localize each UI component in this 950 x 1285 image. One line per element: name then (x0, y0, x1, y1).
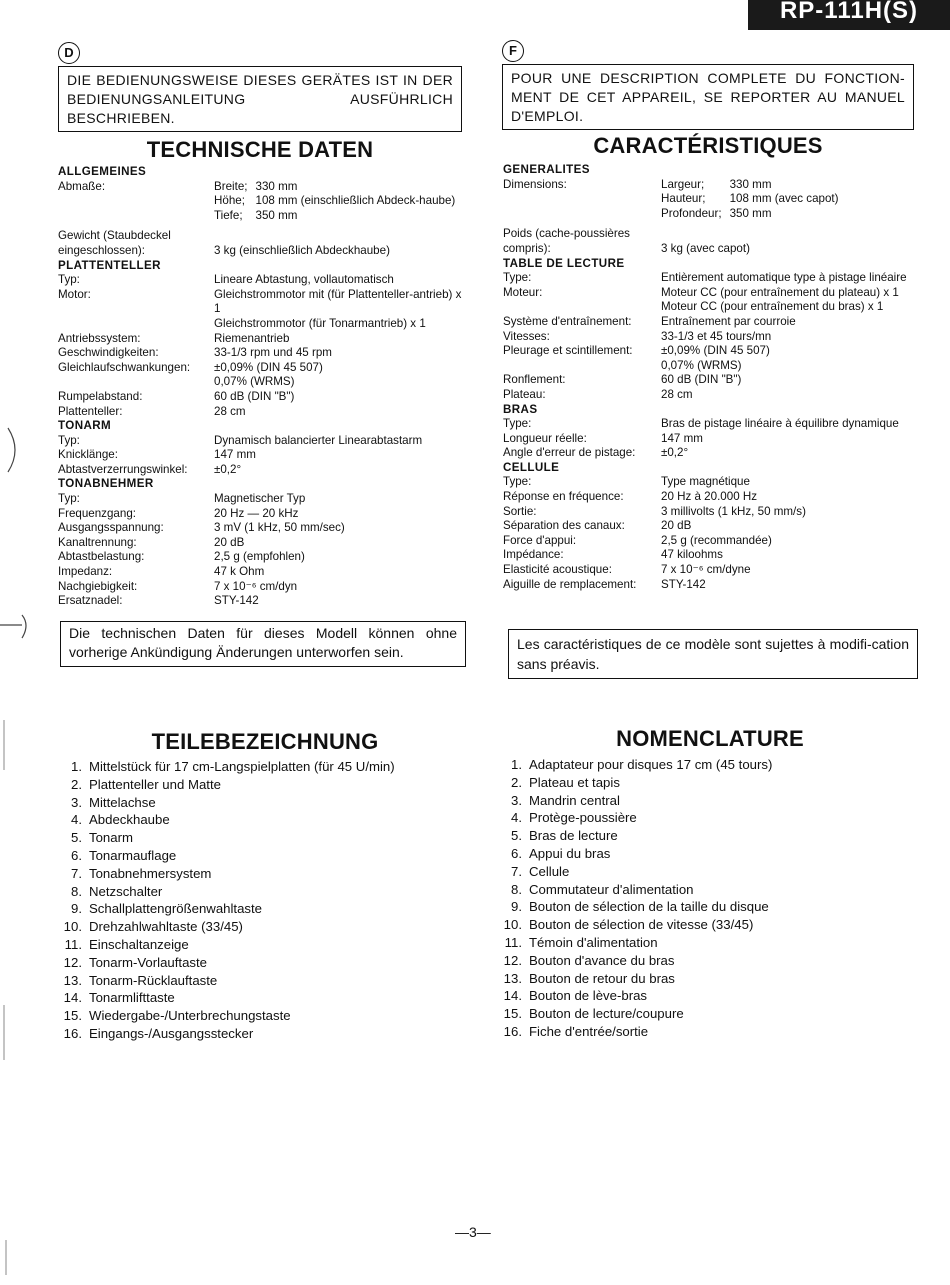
part-list-item (54, 811, 474, 829)
french-turntable-row (503, 344, 918, 359)
french-spec-value: ±0,09% (DIN 45 507) (661, 344, 770, 358)
part-number: 10. (63, 919, 82, 935)
german-spec-title: TECHNISCHE DATEN (146, 137, 374, 162)
german-spec-value: 28 cm (214, 404, 246, 418)
part-list-item (54, 900, 474, 918)
part-number: 3. (511, 792, 522, 808)
part-list-item (494, 792, 924, 810)
part-number: 2. (71, 776, 82, 792)
german-weight-label: Gewicht (Staubdeckel eingeschlossen): (58, 229, 171, 257)
german-dims-values (214, 180, 468, 224)
french-cartridge-row (503, 475, 918, 490)
french-spec-label: Impédance: (503, 548, 564, 562)
german-tonearm-row (58, 448, 468, 463)
german-spec-label: Rumpelabstand: (58, 389, 143, 403)
part-list-item (54, 1007, 474, 1025)
french-spec-label: Moteur: (503, 285, 543, 299)
part-name: Bras de lecture (529, 828, 618, 844)
german-cartridge-row (58, 594, 468, 609)
part-name: Tonarm-Vorlauftaste (89, 954, 208, 970)
part-number: 3. (71, 794, 82, 810)
french-spec-value: 20 dB (661, 519, 692, 533)
german-spec-label: Kanaltrennung: (58, 535, 137, 549)
german-turntable-row (58, 405, 468, 420)
part-number: 9. (71, 901, 82, 917)
part-list-item (54, 776, 474, 794)
german-turntable-row (58, 317, 468, 332)
german-tonearm-rows (58, 434, 468, 478)
french-spec-value: 147 mm (661, 431, 703, 445)
french-cartridge-rows (503, 475, 918, 592)
part-list-item (494, 970, 924, 988)
part-list-item (494, 863, 924, 881)
part-number: 4. (511, 810, 522, 826)
page-number: —3— (455, 1224, 491, 1240)
german-tonearm-row (58, 463, 468, 478)
part-number: 1. (511, 757, 522, 772)
french-turntable-row (503, 330, 918, 345)
french-cartridge-heading: CELLULE (503, 460, 560, 474)
german-spec-label (58, 317, 214, 332)
part-list-item (494, 1023, 924, 1041)
part-number: 14. (503, 988, 522, 1004)
german-dim-value: 108 mm (einschließlich Abdeck-haube) (255, 194, 456, 208)
part-number: 11. (64, 936, 82, 952)
french-spec-value: ±0,2° (661, 446, 689, 460)
french-spec-value: 7 x 10⁻⁶ cm/dyne (661, 563, 751, 577)
part-number: 5. (71, 830, 82, 846)
german-spec-label: Ausgangsspannung: (58, 521, 164, 535)
part-list-item (494, 1005, 924, 1023)
french-turntable-row (503, 300, 918, 315)
part-list-item (54, 936, 474, 954)
french-spec-label: Sortie: (503, 504, 537, 518)
french-spec-label: Longueur réelle: (503, 431, 587, 445)
german-spec-label: Ersatznadel: (58, 594, 123, 608)
french-spec-value: 3 millivolts (1 kHz, 50 mm/s) (661, 504, 806, 518)
part-name: Bouton de sélection de vitesse (33/45) (529, 917, 754, 933)
german-spec-value: 20 dB (214, 535, 245, 549)
french-cartridge-row (503, 490, 918, 505)
german-spec-value: Riemenantrieb (214, 331, 290, 345)
french-spec-label: Séparation des canaux: (503, 519, 625, 533)
french-dims-label: Dimensions: (503, 177, 567, 191)
part-number: 15. (503, 1006, 522, 1022)
french-dim-key: Largeur; (661, 177, 705, 191)
german-spec-label: Impedanz: (58, 565, 113, 579)
part-list-item (54, 1025, 474, 1043)
french-parts-title: NOMENCLATURE (616, 726, 804, 751)
part-list-item (494, 845, 924, 863)
german-cartridge-row (58, 550, 468, 565)
german-spec-value: 2,5 g (empfohlen) (214, 550, 305, 564)
part-list-item (494, 774, 924, 792)
german-turntable-row (58, 288, 468, 317)
part-name: Appui du bras (529, 845, 611, 861)
part-list-item (494, 952, 924, 970)
german-turntable-row (58, 273, 468, 288)
part-name: Mittelachse (89, 794, 156, 810)
part-number: 2. (511, 774, 522, 790)
french-spec-label: Pleurage et scintillement: (503, 344, 633, 358)
part-list-item (54, 794, 474, 812)
german-cartridge-row (58, 565, 468, 580)
french-turntable-row (503, 271, 918, 286)
french-spec-table (503, 163, 918, 592)
german-spec-value: 33-1/3 rpm und 45 rpm (214, 346, 332, 360)
german-cartridge-row (58, 521, 468, 536)
german-spec-label: Geschwindigkeiten: (58, 346, 159, 360)
german-spec-value: ±0,2° (214, 462, 242, 476)
german-turntable-row (58, 375, 468, 390)
german-general-heading: ALLGEMEINES (58, 165, 147, 178)
french-general-heading: GENERALITES (503, 163, 590, 176)
margin-scan-marks (0, 420, 30, 1280)
french-weight-row (503, 227, 918, 256)
german-cartridge-rows (58, 492, 468, 609)
french-spec-label: Elasticité acoustique: (503, 563, 612, 577)
part-number: 16. (63, 1025, 82, 1041)
german-dims-row (58, 180, 468, 224)
german-spec-label: Abtastbelastung: (58, 550, 145, 564)
part-number: 14. (63, 990, 82, 1006)
german-parts-list (54, 758, 474, 1043)
part-list-item (494, 881, 924, 899)
french-dim-value: 350 mm (729, 206, 772, 220)
french-turntable-row (503, 373, 918, 388)
german-turntable-heading: PLATTENTELLER (58, 258, 161, 272)
french-turntable-heading: TABLE DE LECTURE (503, 256, 625, 270)
part-list-item (494, 809, 924, 827)
german-spec-table (58, 165, 468, 609)
french-spec-value: 0,07% (WRMS) (661, 358, 742, 372)
french-cartridge-row (503, 534, 918, 549)
french-spec-value: 60 dB (DIN "B") (661, 373, 742, 387)
part-name: Adaptateur pour disques 17 cm (45 tours) (529, 757, 773, 772)
french-spec-value: STY-142 (661, 577, 706, 591)
german-cartridge-row (58, 492, 468, 507)
french-language-badge: F (502, 40, 524, 62)
french-spec-value: Entraînement par courroie (661, 314, 796, 328)
french-spec-value: Entièrement automatique type à pistage linéaire (661, 271, 907, 285)
part-list-item (54, 972, 474, 990)
part-number: 10. (503, 917, 522, 933)
french-turntable-row (503, 359, 918, 374)
french-dims-row (503, 178, 918, 222)
part-list-item (54, 918, 474, 936)
part-name: Drehzahlwahltaste (33/45) (89, 919, 243, 935)
german-cartridge-row (58, 536, 468, 551)
german-tonearm-heading: TONARM (58, 419, 112, 433)
german-spec-value: Gleichstrommotor mit (für Plattenteller-antrieb) x 1 (214, 287, 462, 316)
part-list-item (494, 916, 924, 934)
part-name: Commutateur d'alimentation (529, 881, 694, 897)
french-dim-value: 330 mm (729, 177, 772, 191)
french-spec-label: Système d'entraînement: (503, 314, 632, 328)
french-cartridge-row (503, 578, 918, 593)
german-cartridge-row (58, 507, 468, 522)
german-spec-label: Gleichlaufschwankungen: (58, 360, 191, 374)
french-cartridge-row (503, 548, 918, 563)
german-spec-label: Motor: (58, 287, 91, 301)
german-turntable-row (58, 390, 468, 405)
part-name: Témoin d'alimentation (529, 934, 658, 950)
part-number: 15. (63, 1008, 82, 1024)
part-number: 12. (63, 954, 82, 970)
part-list-item (494, 827, 924, 845)
german-footer-notice-text: Die technischen Daten für dieses Modell können ohne vorherige Ankündigung Änderungen unterworfen sein. (69, 625, 457, 660)
german-weight-value: 3 kg (einschließlich Abdeckhaube) (214, 243, 390, 257)
part-number: 7. (71, 865, 82, 881)
part-name: Tonarm (89, 830, 133, 846)
french-tonearm-rows (503, 417, 918, 461)
french-tonearm-row (503, 446, 918, 461)
part-list-item (54, 954, 474, 972)
french-parts-list (494, 756, 924, 1041)
part-number: 7. (511, 863, 522, 879)
french-tonearm-row (503, 432, 918, 447)
part-number: 6. (511, 845, 522, 861)
french-spec-title: CARACTÉRISTIQUES (593, 133, 823, 158)
german-spec-value: 7 x 10⁻⁶ cm/dyn (214, 579, 298, 593)
french-spec-label: Aiguille de remplacement: (503, 577, 637, 591)
french-spec-label: Angle d'erreur de pistage: (503, 446, 636, 460)
part-number: 8. (71, 883, 82, 899)
french-dim-value: 108 mm (avec capot) (729, 192, 839, 206)
part-list-item (494, 934, 924, 952)
french-turntable-row (503, 315, 918, 330)
german-spec-label: Antriebssystem: (58, 331, 141, 345)
french-spec-label: Force d'appui: (503, 533, 577, 547)
part-number: 11. (504, 934, 522, 950)
german-turntable-row (58, 346, 468, 361)
german-spec-value: 3 mV (1 kHz, 50 mm/sec) (214, 521, 345, 535)
part-name: Tonarmlifttaste (89, 990, 175, 1006)
german-parts-title: TEILEBEZEICHNUNG (151, 729, 379, 754)
german-dim-value: 330 mm (255, 179, 298, 193)
german-weight-row (58, 229, 468, 258)
part-name: Fiche d'entrée/sortie (529, 1023, 649, 1039)
german-spec-value: 47 k Ohm (214, 565, 265, 579)
french-dims-values (661, 178, 918, 222)
part-list-item (494, 756, 924, 774)
part-name: Plateau et tapis (529, 774, 620, 790)
part-list-item (54, 865, 474, 883)
part-name: Wiedergabe-/Unterbrechungstaste (89, 1008, 291, 1024)
part-number: 4. (71, 812, 82, 828)
french-cartridge-row (503, 519, 918, 534)
part-name: Netzschalter (89, 883, 163, 899)
french-turntable-row (503, 388, 918, 403)
german-cartridge-heading: TONABNEHMER (58, 477, 154, 491)
french-operation-notice (502, 64, 914, 130)
part-number: 13. (63, 972, 82, 988)
german-spec-value: 60 dB (DIN "B") (214, 389, 295, 403)
french-spec-label: Type: (503, 475, 532, 489)
part-name: Mandrin central (529, 792, 620, 808)
part-name: Plattenteller und Matte (89, 776, 221, 792)
french-turntable-row (503, 286, 918, 301)
german-dim-key: Tiefe; (214, 208, 243, 222)
part-name: Bouton de retour du bras (529, 970, 675, 986)
french-spec-value: 2,5 g (recommandée) (661, 533, 772, 547)
french-cartridge-row (503, 505, 918, 520)
german-spec-label (58, 375, 214, 390)
french-spec-label (503, 359, 661, 374)
part-list-item (494, 987, 924, 1005)
french-spec-label: Type: (503, 271, 532, 285)
german-spec-label: Typ: (58, 273, 80, 287)
part-name: Einschaltanzeige (89, 936, 189, 952)
french-footer-notice-text: Les caractéristiques de ce modèle sont sujettes à modifi-cation sans préavis. (517, 636, 909, 672)
german-operation-notice (58, 66, 462, 132)
french-spec-value: Moteur CC (pour entraînement du plateau) x 1 (661, 285, 899, 299)
german-turntable-rows (58, 273, 468, 419)
french-spec-label: Vitesses: (503, 329, 550, 343)
part-list-item (54, 829, 474, 847)
german-spec-value: STY-142 (214, 594, 259, 608)
german-spec-value: ±0,09% (DIN 45 507) (214, 360, 323, 374)
french-weight-label: Poids (cache-poussières compris): (503, 227, 630, 255)
french-spec-value: 28 cm (661, 387, 693, 401)
german-spec-value: Magnetischer Typ (214, 492, 306, 506)
french-cartridge-row (503, 563, 918, 578)
part-name: Mittelstück für 17 cm-Langspielplatten (für 45 U/min) (89, 759, 395, 774)
part-number: 13. (503, 970, 522, 986)
part-number: 6. (71, 847, 82, 863)
german-spec-value: 0,07% (WRMS) (214, 375, 295, 389)
part-list-item (54, 847, 474, 865)
french-spec-label: Ronflement: (503, 373, 566, 387)
german-spec-change-notice (60, 621, 466, 667)
french-spec-label: Réponse en fréquence: (503, 490, 624, 504)
part-name: Eingangs-/Ausgangsstecker (89, 1025, 254, 1041)
french-spec-value: 20 Hz à 20.000 Hz (661, 490, 758, 504)
part-name: Bouton de sélection de la taille du disque (529, 899, 769, 915)
part-list-item (54, 883, 474, 901)
german-spec-label: Typ: (58, 433, 80, 447)
german-cartridge-row (58, 580, 468, 595)
part-name: Tonarmauflage (89, 847, 177, 863)
german-spec-label: Abtastverzerrungswinkel: (58, 462, 188, 476)
part-list-item (494, 898, 924, 916)
french-spec-value: 33-1/3 et 45 tours/mn (661, 329, 772, 343)
french-tonearm-heading: BRAS (503, 402, 538, 416)
french-spec-change-notice (508, 629, 918, 679)
french-spec-label (503, 300, 661, 315)
german-turntable-row (58, 332, 468, 347)
part-name: Bouton d'avance du bras (529, 952, 675, 968)
german-spec-label: Plattenteller: (58, 404, 123, 418)
french-notice-text: POUR UNE DESCRIPTION COMPLETE DU FONCTION-MENT DE CET APPAREIL, SE REPORTER AU MANUEL D'EMPLOI. (511, 70, 905, 124)
part-number: 12. (503, 952, 522, 968)
german-spec-label: Nachgiebigkeit: (58, 579, 138, 593)
german-spec-label: Knicklänge: (58, 448, 118, 462)
part-name: Abdeckhaube (89, 812, 170, 828)
part-name: Tonarm-Rücklauftaste (89, 972, 218, 988)
part-number: 8. (511, 881, 522, 897)
german-language-badge: D (58, 42, 80, 64)
german-dim-key: Breite; (214, 179, 248, 193)
german-spec-label: Frequenzgang: (58, 506, 136, 520)
part-name: Tonabnehmersystem (89, 865, 212, 881)
french-spec-value: 47 kiloohms (661, 548, 723, 562)
french-spec-value: Bras de pistage linéaire à équilibre dynamique (661, 417, 899, 431)
part-number: 9. (511, 899, 522, 915)
french-spec-label: Type: (503, 417, 532, 431)
german-notice-text: DIE BEDIENUNGSWEISE DIESES GERÄTES IST IN DER BEDIENUNGSANLEITUNG AUSFÜHRLICH BESCHRIEBEN. (67, 72, 453, 126)
german-dims-label: Abmaße: (58, 179, 106, 193)
german-spec-value: Gleichstrommotor (für Tonarmantrieb) x 1 (214, 316, 426, 330)
part-name: Protège-poussière (529, 810, 637, 826)
part-name: Bouton de lève-bras (529, 988, 648, 1004)
french-weight-value: 3 kg (avec capot) (661, 241, 750, 255)
part-number: 16. (503, 1023, 522, 1039)
model-number-tab: RP-111H(S) (748, 0, 950, 30)
french-tonearm-row (503, 417, 918, 432)
german-spec-label: Typ: (58, 492, 80, 506)
part-name: Bouton de lecture/coupure (529, 1006, 684, 1022)
german-spec-value: Lineare Abtastung, vollautomatisch (214, 273, 394, 287)
german-dim-value: 350 mm (255, 208, 298, 222)
german-spec-value: 20 Hz — 20 kHz (214, 506, 299, 520)
french-spec-value: Moteur CC (pour entraînement du bras) x 1 (661, 300, 884, 314)
part-number: 5. (511, 828, 522, 844)
french-spec-value: Type magnétique (661, 475, 750, 489)
french-turntable-rows (503, 271, 918, 402)
german-spec-value: Dynamisch balancierter Linearabtastarm (214, 433, 423, 447)
part-number: 1. (71, 759, 82, 774)
french-spec-label: Plateau: (503, 387, 546, 401)
german-turntable-row (58, 361, 468, 376)
part-name: Schallplattengrößenwahltaste (89, 901, 263, 917)
german-dim-key: Höhe; (214, 194, 245, 208)
part-name: Cellule (529, 863, 570, 879)
french-dim-key: Hauteur; (661, 192, 706, 206)
german-tonearm-row (58, 434, 468, 449)
german-spec-value: 147 mm (214, 448, 256, 462)
part-list-item (54, 989, 474, 1007)
french-dim-key: Profondeur; (661, 206, 722, 220)
part-list-item (54, 758, 474, 776)
